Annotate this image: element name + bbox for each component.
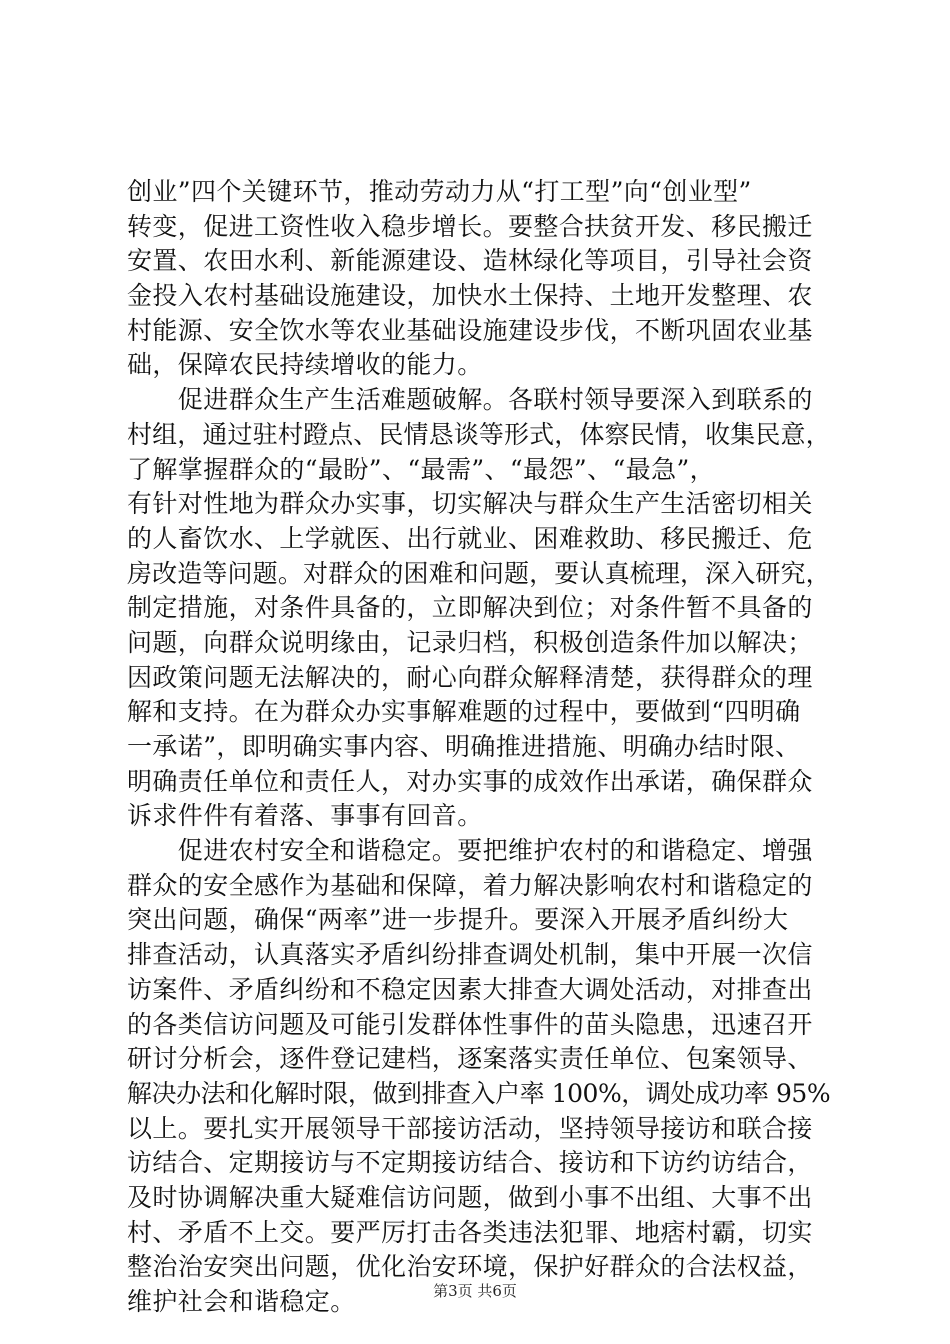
text-line: 解和支持。在为群众办实事解难题的过程中，要做到“四明确: [127, 697, 801, 727]
text-line: 整治治安突出问题，优化治安环境，保护好群众的合法权益，: [127, 1252, 813, 1282]
text-line: 促进群众生产生活难题破解。各联村领导要深入到联系的: [127, 385, 813, 415]
text-line: 安置、农田水利、新能源建设、造林绿化等项目，引导社会资: [127, 246, 813, 276]
text-line: 问题，向群众说明缘由，记录归档，积极创造条件加以解决；: [127, 627, 813, 657]
text-line: 的人畜饮水、上学就医、出行就业、困难救助、移民搬迁、危: [127, 523, 813, 553]
text-line: 突出问题，确保“两率”进一步提升。要深入开展矛盾纠纷大: [127, 905, 789, 935]
text-line: 研讨分析会，逐件登记建档，逐案落实责任单位、包案领导、: [127, 1044, 813, 1074]
text-line: 村能源、安全饮水等农业基础设施建设步伐，不断巩固农业基: [127, 315, 813, 345]
text-line: 及时协调解决重大疑难信访问题，做到小事不出组、大事不出: [127, 1182, 813, 1212]
text-line: 因政策问题无法解决的，耐心向群众解释清楚，获得群众的理: [127, 662, 813, 692]
text-line: 以上。要扎实开展领导干部接访活动，坚持领导接访和联合接: [127, 1113, 813, 1143]
text-line: 转变，促进工资性收入稳步增长。要整合扶贫开发、移民搬迁: [127, 211, 813, 241]
text-line: 访结合、定期接访与不定期接访结合、接访和下访约访结合，: [127, 1148, 813, 1178]
body-text: [127, 175, 832, 1320]
text-line: 促进农村安全和谐稳定。要把维护农村的和谐稳定、增强: [127, 836, 813, 866]
text-line: 村组，通过驻村蹬点、民情恳谈等形式，体察民情，收集民意，: [127, 419, 831, 449]
text-line: 有针对性地为群众办实事，切实解决与群众生产生活密切相关: [127, 489, 813, 519]
page-footer: 第3页 共6页: [433, 1282, 517, 1300]
text-line: 的各类信访问题及可能引发群体性事件的苗头隐患，迅速召开: [127, 1009, 813, 1039]
text-line: 排查活动，认真落实矛盾纠纷排查调处机制，集中开展一次信: [127, 940, 813, 970]
text-line: 群众的安全感作为基础和保障，着力解决影响农村和谐稳定的: [127, 870, 813, 900]
text-line: 创业”四个关键环节，推动劳动力从“打工型”向“创业型”: [127, 177, 752, 206]
text-line: 解决办法和化解时限，做到排查入户率 100%，调处成功率 95%: [127, 1078, 831, 1108]
text-line: 础，保障农民持续增收的能力。: [127, 350, 483, 380]
text-line: 维护社会和谐稳定。: [127, 1287, 356, 1316]
text-line: 一承诺”，即明确实事内容、明确推进措施、明确办结时限、: [127, 732, 801, 761]
text-line: 金投入农村基础设施建设，加快水土保持、土地开发整理、农: [127, 281, 813, 311]
text-line: 访案件、矛盾纠纷和不稳定因素大排查大调处活动，对排查出: [127, 974, 813, 1004]
text-line: 房改造等问题。对群众的困难和问题，要认真梳理，深入研究，: [127, 558, 831, 588]
text-line: 制定措施，对条件具备的，立即解决到位；对条件暂不具备的: [127, 593, 813, 623]
text-line: 了解掌握群众的“最盼”、“最需”、“最怨”、“最急”，: [127, 454, 716, 484]
text-line: 明确责任单位和责任人，对办实事的成效作出承诺，确保群众: [127, 766, 813, 796]
text-line: 村、矛盾不上交。要严厉打击各类违法犯罪、地痞村霸，切实: [127, 1217, 813, 1247]
text-line: 诉求件件有着落、事事有回音。: [127, 801, 483, 831]
